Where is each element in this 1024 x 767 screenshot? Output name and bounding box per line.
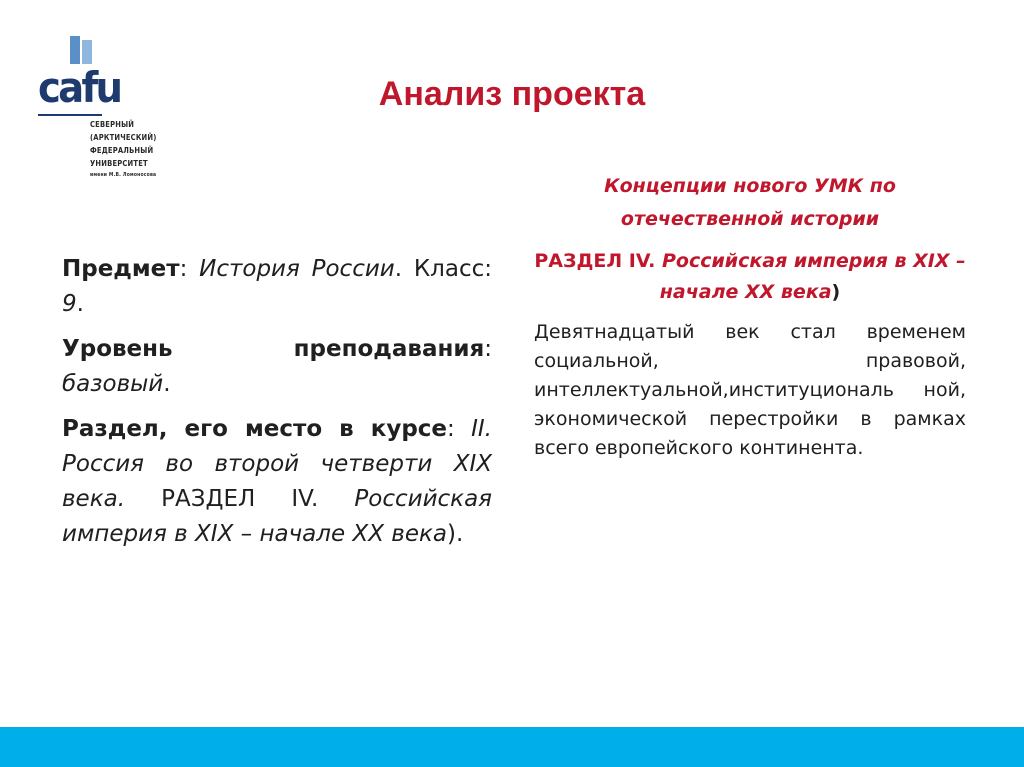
slide-title: Анализ проекта: [378, 75, 646, 113]
section-value-part1: II. Россия во второй четверти XIX века.: [62, 416, 492, 512]
concept-column: [534, 170, 966, 463]
level-paragraph: Уровень преподавания: базовый.: [62, 336, 492, 397]
subject-label: Предмет: [62, 256, 180, 282]
level-value: базовый: [62, 371, 164, 397]
level-label: Уровень преподавания: [62, 336, 485, 362]
university-logo: [38, 36, 157, 184]
logo-underline: [38, 114, 102, 116]
logo-line: (АРКТИЧЕСКИЙ): [90, 133, 157, 142]
logo-line: ФЕДЕРАЛЬНЫЙ: [90, 146, 154, 155]
grade-value: 9: [62, 291, 77, 317]
logo-line: имени М.В. Ломоносова: [90, 172, 157, 178]
section-paragraph: Раздел, его место в курсе: II. Россия во второй четверти XIX века. РАЗДЕЛ IV. Российская империя в XIX – начале XX века).: [62, 416, 493, 547]
concept-heading: Концепции нового УМК по отечественной истории: [604, 175, 896, 230]
logo-text: [90, 118, 157, 180]
logo-line: СЕВЕРНЫЙ: [90, 120, 135, 129]
section-heading: [534, 246, 966, 308]
subject-paragraph: Предмет: История России. Класс: 9.: [62, 256, 492, 317]
section-heading-bold: РАЗДЕЛ IV.: [534, 250, 662, 272]
section-value-part2: РАЗДЕЛ IV.: [161, 486, 319, 512]
section-value-part3: Российская империя в XIX – начале XX века: [62, 486, 493, 547]
grade-label: Класс: [413, 256, 485, 282]
section-label: Раздел, его место в курсе: [62, 416, 448, 442]
section-heading-close: ): [831, 281, 841, 303]
subject-value: История России: [199, 256, 395, 282]
section-heading-italic: Российская империя в XIX – начале XX века: [659, 250, 966, 303]
concept-body: Девятнадцатый век стал временем социальной, правовой, интеллектуальной,институциональ ной, экономической перестройки в рамках всего европейского континента.: [534, 321, 966, 459]
section-value-end: ).: [446, 521, 464, 547]
bottom-accent-bar: [0, 727, 1024, 767]
logo-wordmark: cafu: [38, 63, 121, 112]
logo-line: УНИВЕРСИТЕТ: [90, 159, 148, 168]
project-info: [62, 252, 492, 562]
